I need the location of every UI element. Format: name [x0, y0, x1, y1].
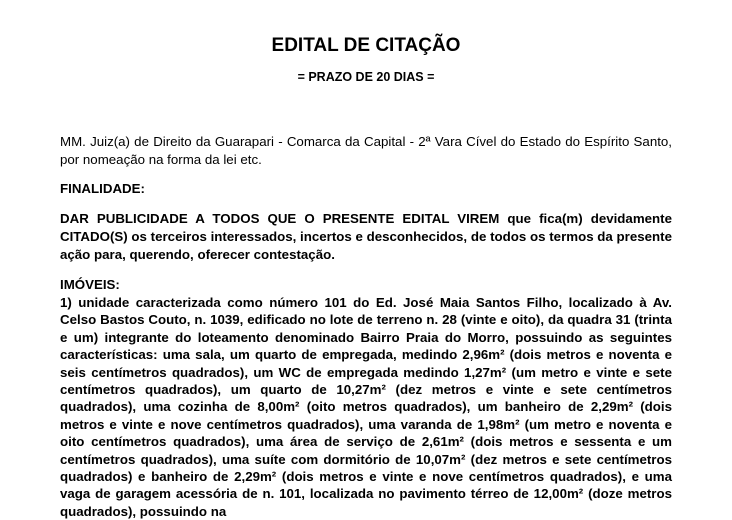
intro-paragraph: MM. Juiz(a) de Direito da Guarapari - Comarca da Capital - 2ª Vara Cível do Estado do Espírito Santo, por nomeação na forma da lei etc.: [60, 134, 672, 167]
imoveis-paragraph: 1) unidade caracterizada como número 101 do Ed. José Maia Santos Filho, localizado à Av. Celso Bastos Couto, n. 1039, edificado no lote de terreno n. 28 (vinte e oito), da quadra 31 (trinta e um) integrante do loteamento denominado Bairro Praia do Morro, possuindo as seguintes características: uma sala, um quarto de empregada, medindo 2,96m² (dois metros e noventa e seis centímetros quadrados), um WC de empregada medindo 1,27m² (um metro e vinte e sete centímetros quadrados), um quarto de 10,27m² (dez metros e vinte e sete centímetros quadrados), uma cozinha de 8,00m² (oito metros quadrados), um banheiro de 2,29m² (dois metros e vinte e nove centímetros quadrados), uma varanda de 1,98m² (um metro e noventa e oito centímetros quadrados), uma área de serviço de 2,61m² (dois metros e sessenta e um centímetros quadrados), uma suíte com dormitório de 10,07m² (dez metros e sete centímetros quadrados) e banheiro de 2,29m² (dois metros e vinte e nove centímetros quadrados), e uma vaga de garagem acessória de n. 101, localizada no pavimento térreo de 12,00m² (doze metros quadrados), possuindo na: [60, 295, 672, 519]
finalidade-paragraph: DAR PUBLICIDADE A TODOS QUE O PRESENTE EDITAL VIREM que fica(m) devidamente CITADO(S) os terceiros interessados, incertos e desconhecidos, de todos os termos da presente ação para, querendo, oferecer contestação.: [60, 211, 672, 262]
document-title: EDITAL DE CITAÇÃO: [271, 35, 461, 56]
imoveis-heading: IMÓVEIS:: [60, 277, 120, 292]
finalidade-heading: FINALIDADE:: [60, 181, 145, 196]
document-subtitle: = PRAZO DE 20 DIAS =: [297, 70, 435, 84]
